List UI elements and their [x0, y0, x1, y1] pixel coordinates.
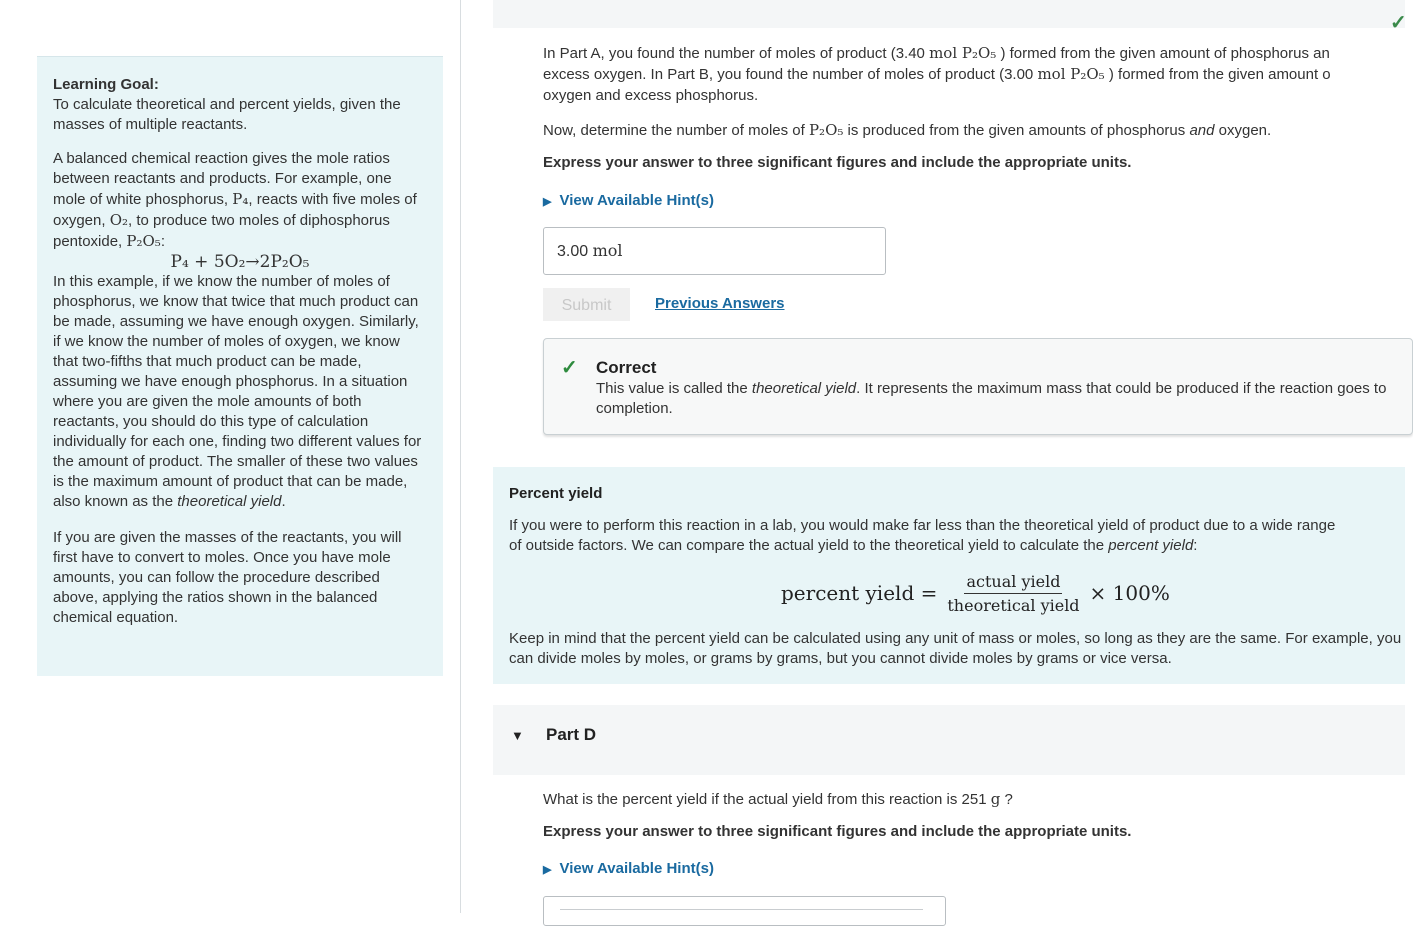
learning-goal-panel	[37, 56, 443, 676]
text-fragment: , reacts with five moles of oxygen,	[53, 191, 417, 229]
feedback-text	[596, 379, 1406, 419]
hint-label: View Available Hint(s)	[559, 192, 714, 209]
unit-mol-p2o5: mol P₂O₅	[1037, 65, 1105, 83]
formula-p2o5: P₂O₅	[808, 121, 844, 139]
percent-yield-term: percent yield	[1108, 537, 1194, 554]
part-c-header-bar	[493, 0, 1405, 28]
percent-yield-formula	[781, 571, 1170, 615]
part-d-header[interactable]	[493, 705, 1405, 775]
percent-yield-intro-line: If you were to perform this reaction in a lab, you would make far less than the theoretical yield of product due to a wide range	[509, 517, 1336, 534]
part-c-answer-field[interactable]	[543, 227, 886, 275]
percent-yield-intro-line	[509, 536, 1409, 556]
balanced-equation: P₄ + 5O₂→2P₂O₅	[170, 252, 310, 272]
answer-value: 3.00	[557, 243, 589, 260]
caret-down-icon: ▼	[511, 728, 524, 743]
part-d-question	[543, 790, 1405, 808]
learning-goal-paragraph-ratios	[53, 149, 427, 252]
formula-o2: O₂	[109, 211, 129, 229]
text-fragment: Now, determine the number of moles of	[543, 122, 809, 139]
text-fragment: , to produce two moles of diphosphorus pentoxide,	[53, 212, 390, 250]
part-d-label: Part D	[546, 725, 597, 744]
theoretical-yield-term: theoretical yield	[751, 380, 857, 397]
learning-goal-paragraph-masses: If you are given the masses of the reactants, you will first have to convert to moles. Once you have mole amounts, you can follow the procedure described above, applying the ratios shown in the balanced chemical equation.	[53, 529, 402, 626]
column-divider	[460, 0, 461, 913]
caret-right-icon: ▶	[543, 196, 552, 208]
text-fragment: In Part A, you found the number of moles of product (3.40	[543, 45, 930, 62]
part-c-intro-line	[543, 64, 1405, 85]
part-d-instructions: Express your answer to three significant figures and include the appropriate units.	[543, 823, 1132, 840]
text-fragment: is produced from the given amounts of phosphorus	[843, 122, 1190, 139]
emphasis-and: and	[1189, 122, 1215, 139]
part-c-instructions: Express your answer to three significant figures and include the appropriate units.	[543, 154, 1132, 171]
part-c-view-hints-link[interactable]	[543, 192, 1405, 209]
percent-yield-title: Percent yield	[509, 485, 603, 502]
percent-yield-note: Keep in mind that the percent yield can be calculated using any unit of mass or moles, so long as they are the same. For example, you can divide moles by moles, or grams by grams, but you cannot divide moles by grams or vice versa.	[509, 630, 1402, 667]
part-c-intro-line	[543, 43, 1405, 64]
part-d-view-hints-link[interactable]	[543, 860, 1405, 877]
formula-p4: P₄	[232, 190, 249, 208]
percent-yield-intro	[509, 516, 1409, 556]
hint-label: View Available Hint(s)	[559, 860, 714, 877]
answer-unit: mol	[592, 241, 623, 260]
formula-lhs: percent yield =	[781, 581, 938, 605]
unit-g: g	[990, 790, 1001, 808]
part-d-answer-toolbar	[560, 909, 923, 920]
part-c-intro	[543, 43, 1405, 106]
part-c-complete-check-icon: ✓	[1390, 12, 1407, 34]
formula-p2o5: P₂O₅	[126, 232, 161, 250]
text-fragment: . It represents the maximum mass that could be produced if the reaction goes to completion.	[596, 380, 1387, 417]
text-fragment: In this example, if we know the number of moles of phosphorus, we know that twice that much product can be made, assuming we have enough oxygen. Similarly, if we know the number of moles of oxygen, we know that two-fifths that much product can be made, assuming we have enough phosphorus. In a situation where you are given the mole amounts of both reactants, you should do this type of calculation individually for each one, finding two different values for the amount of product. The smaller of these two values is the maximum amount of product that can be made, also known as the	[53, 273, 422, 510]
learning-goal-paragraph-example	[53, 272, 427, 512]
text-fragment: :	[1193, 537, 1198, 554]
percent-yield-panel	[493, 467, 1405, 684]
formula-fraction	[945, 572, 1081, 615]
unit-mol-p2o5: mol P₂O₅	[929, 44, 997, 62]
formula-rhs: × 100%	[1089, 581, 1170, 605]
part-c-intro-line: oxygen and excess phosphorus.	[543, 87, 759, 104]
part-c-previous-answers-link[interactable]: Previous Answers	[655, 295, 785, 312]
learning-goal-subtitle: To calculate theoretical and percent yields, given the masses of multiple reactants.	[53, 96, 401, 133]
formula-denominator: theoretical yield	[947, 595, 1080, 615]
text-fragment: excess oxygen. In Part B, you found the number of moles of product (3.00	[543, 66, 1038, 83]
text-fragment: ) formed from the given amount of phosphorus an	[996, 45, 1330, 62]
text-fragment: ?	[1000, 791, 1013, 808]
text-fragment: .	[281, 493, 286, 510]
theoretical-yield-term: theoretical yield	[177, 493, 282, 510]
part-c-submit-button[interactable]: Submit	[543, 288, 630, 321]
text-fragment: This value is called the	[596, 380, 752, 397]
part-c-question	[543, 121, 1405, 139]
learning-goal-title: Learning Goal:	[53, 76, 159, 93]
text-fragment: :	[160, 233, 165, 250]
text-fragment: oxygen.	[1214, 122, 1272, 139]
text-fragment: ) formed from the given amount o	[1104, 66, 1331, 83]
text-fragment: What is the percent yield if the actual yield from this reaction is 251	[543, 791, 991, 808]
feedback-title: Correct	[596, 358, 657, 377]
formula-numerator: actual yield	[964, 572, 1062, 594]
caret-right-icon: ▶	[543, 864, 552, 876]
text-fragment: of outside factors. We can compare the actual yield to the theoretical yield to calculate the	[509, 537, 1109, 554]
correct-check-icon: ✓	[561, 357, 578, 379]
part-c-feedback-box	[543, 338, 1413, 435]
text-fragment: A balanced chemical reaction gives the mole ratios between reactants and products. For example, one mole of white phosphorus,	[53, 150, 392, 208]
